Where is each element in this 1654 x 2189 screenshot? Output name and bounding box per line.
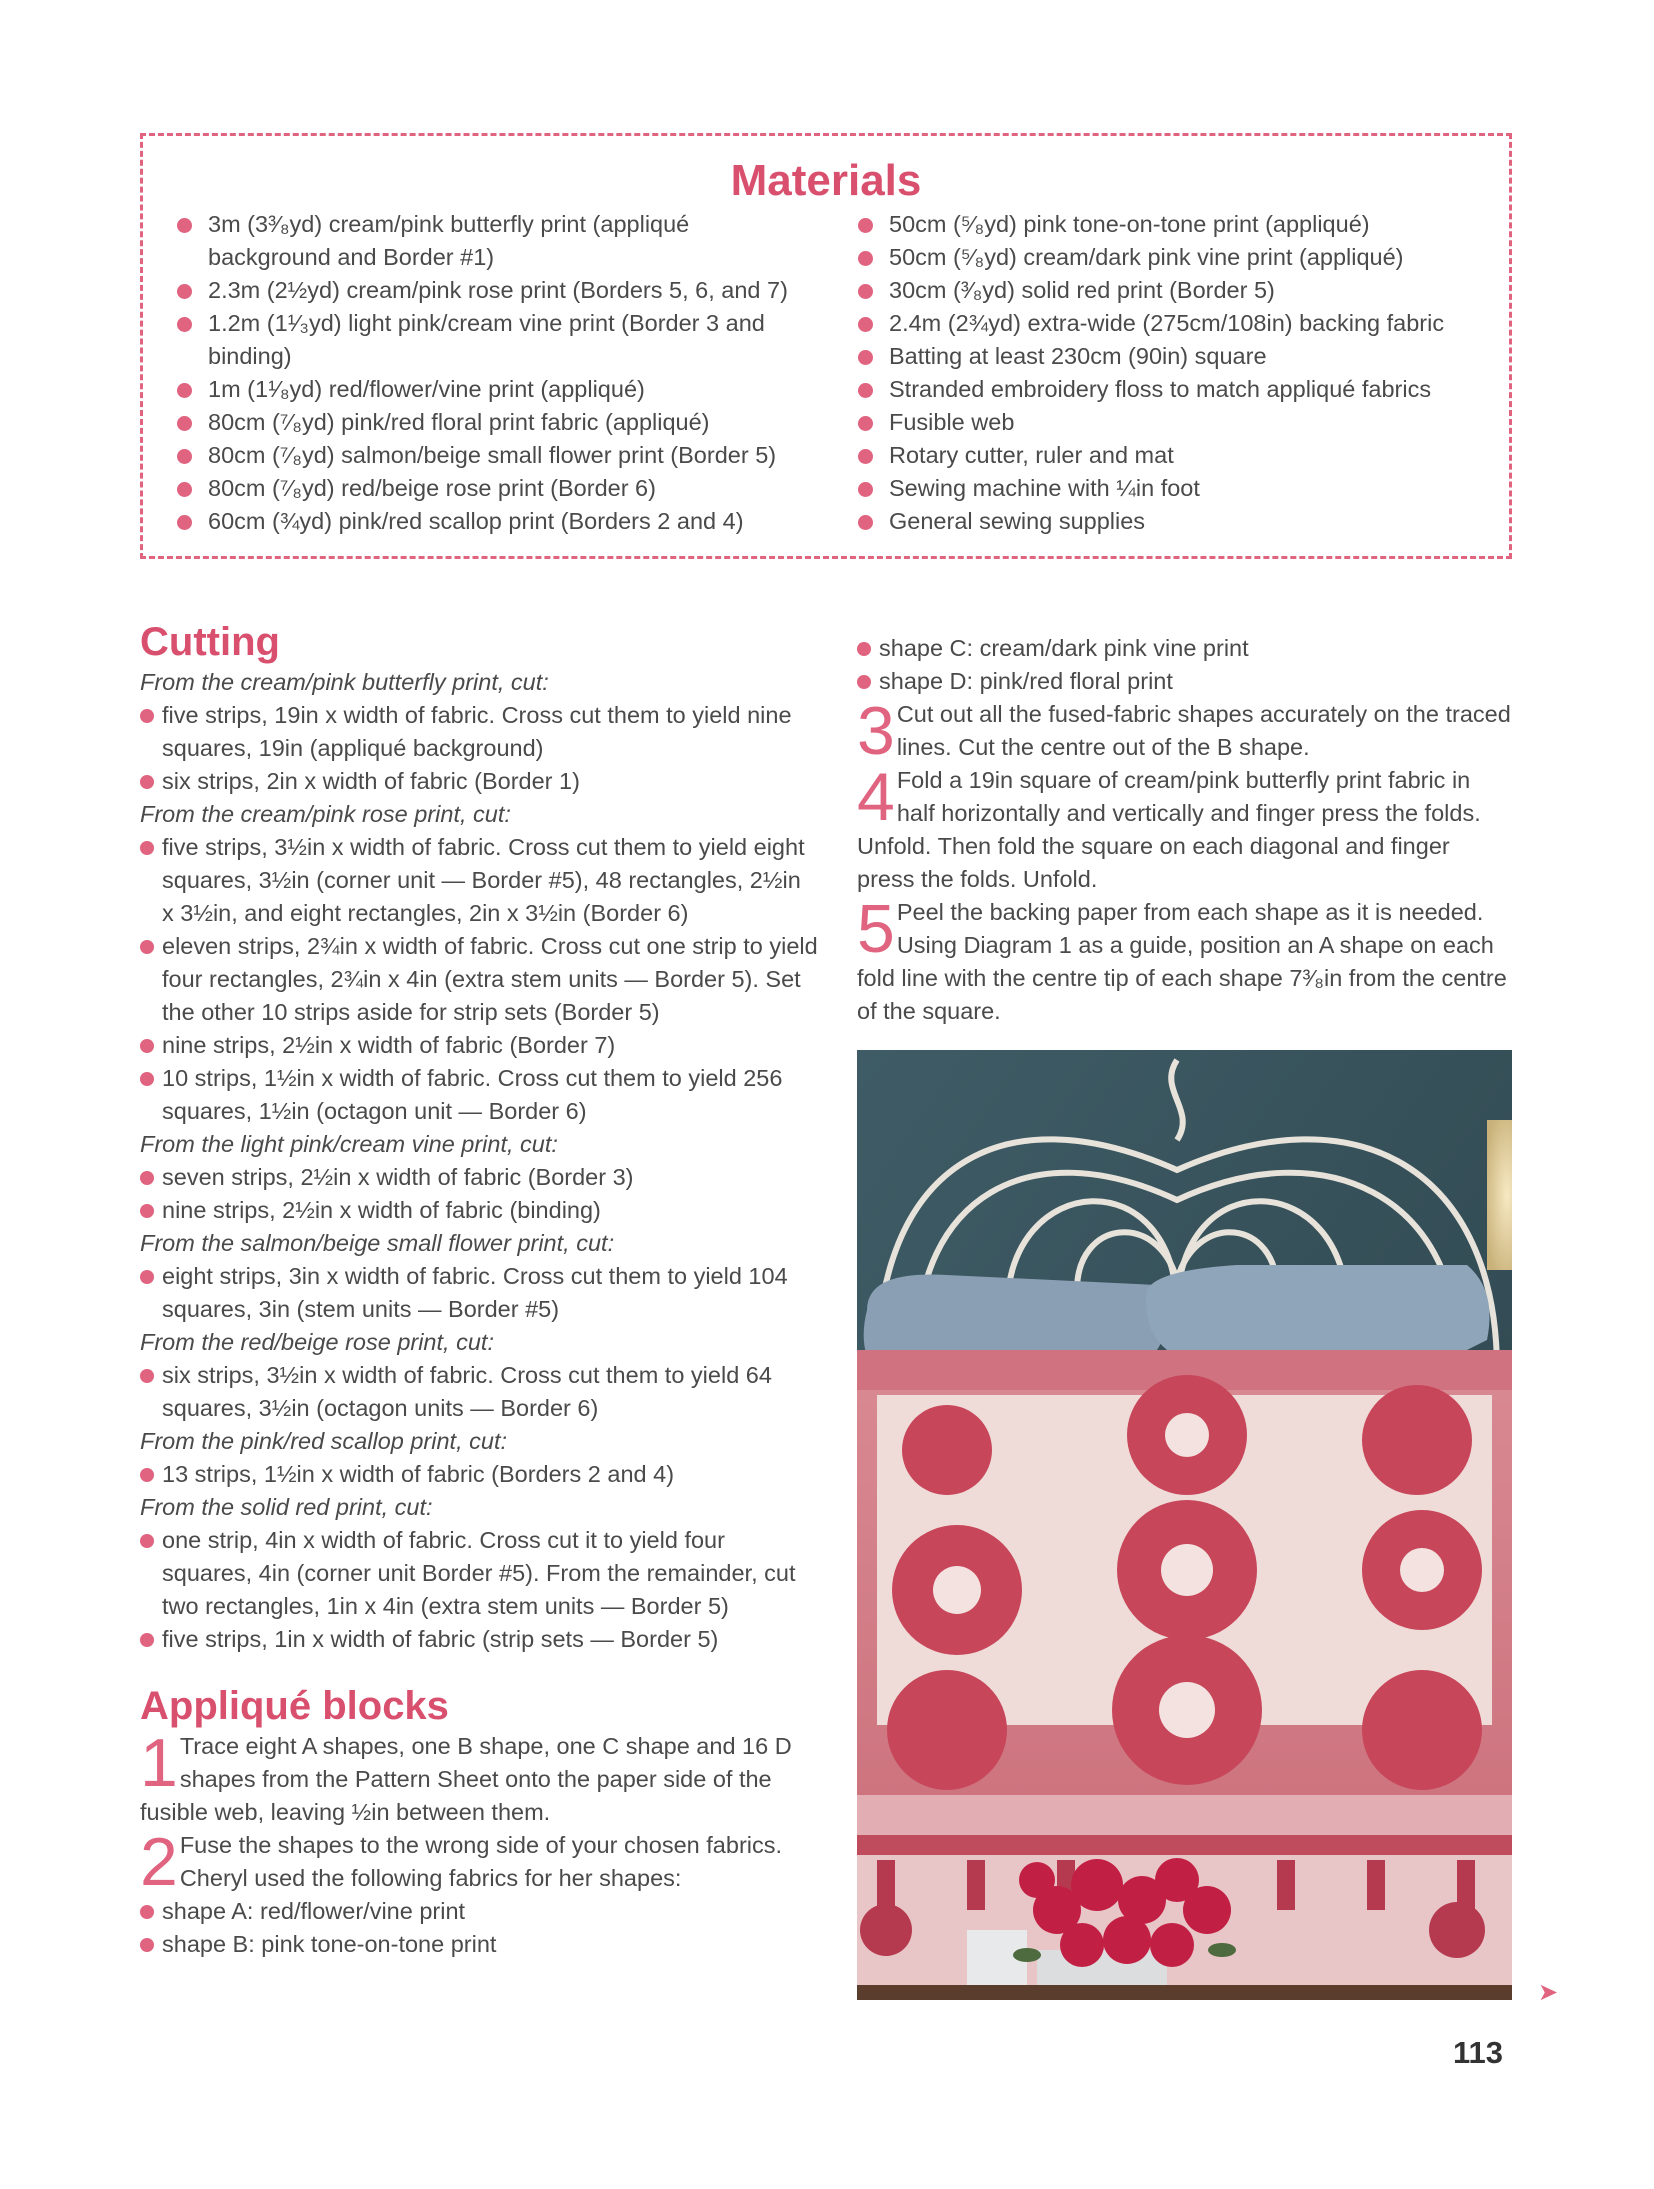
step-number: 5 [857, 891, 895, 967]
materials-item: General sewing supplies [858, 505, 1498, 538]
materials-item: 80cm (⁷⁄₈yd) salmon/beige small flower print (Border 5) [177, 439, 797, 472]
cutting-item: nine strips, 2½in x width of fabric (binding) [140, 1194, 818, 1227]
cutting-subhead: From the red/beige rose print, cut: [140, 1329, 494, 1355]
cutting-item: six strips, 3½in x width of fabric. Cross cut them to yield 64 squares, 3½in (octagon units — Border 6) [140, 1359, 818, 1425]
materials-item: 3m (3³⁄₈yd) cream/pink butterfly print (appliqué background and Border #1) [177, 208, 797, 274]
shape-item: shape A: red/flower/vine print [140, 1895, 818, 1928]
cutting-item: 13 strips, 1½in x width of fabric (Borders 2 and 4) [140, 1458, 818, 1491]
step-5 [857, 891, 1512, 1028]
step-text: Fuse the shapes to the wrong side of your chosen fabrics. Cheryl used the following fabrics for her shapes: [179, 1832, 783, 1891]
shape-item: shape C: cream/dark pink vine print [857, 632, 1512, 665]
shape-item: shape D: pink/red floral print [857, 665, 1512, 698]
materials-item: 50cm (⁵⁄₈yd) cream/dark pink vine print (appliqué) [858, 241, 1498, 274]
materials-item: 2.4m (2¾yd) extra-wide (275cm/108in) backing fabric [858, 307, 1498, 340]
cutting-heading: Cutting [140, 620, 280, 664]
cutting-item: seven strips, 2½in x width of fabric (Border 3) [140, 1161, 818, 1194]
cutting-item: one strip, 4in x width of fabric. Cross cut it to yield four squares, 4in (corner unit Border #5). From the remainder, cut two rectangles, 1in x 4in (extra stem units — Border 5) [140, 1524, 818, 1623]
page-number: 113 [1453, 2035, 1504, 2070]
materials-item: Stranded embroidery floss to match appliqué fabrics [858, 373, 1498, 406]
step-3 [857, 693, 1512, 769]
shape-item: shape B: pink tone-on-tone print [140, 1928, 818, 1961]
cutting-subhead: From the solid red print, cut: [140, 1494, 433, 1520]
step-2 [140, 1824, 818, 1900]
step-number: 2 [140, 1824, 178, 1900]
materials-title: Materials [730, 156, 922, 205]
step-text: Trace eight A shapes, one B shape, one C shape and 16 D shapes from the Pattern Sheet onto the paper side of the fusible web, leaving ½in between them. [140, 1733, 792, 1825]
materials-item: Batting at least 230cm (90in) square [858, 340, 1498, 373]
materials-item: 1m (1¹⁄₈yd) red/flower/vine print (appliqué) [177, 373, 797, 406]
right-column [857, 632, 1512, 1028]
cutting-item: six strips, 2in x width of fabric (Border 1) [140, 765, 818, 798]
step-text: Fold a 19in square of cream/pink butterfly print fabric in half horizontally and vertically and finger press the folds. Unfold. Then fold the square on each diagonal and finger press the folds. Unfold. [857, 767, 1481, 892]
cutting-subhead: From the salmon/beige small flower print, cut: [140, 1230, 615, 1256]
step-number: 1 [140, 1725, 178, 1801]
cutting-item: five strips, 3½in x width of fabric. Cross cut them to yield eight squares, 3½in (corner unit — Border #5), 48 rectangles, 2½in x 3½in, and eight rectangles, 2in x 3½in (Border 6) [140, 831, 818, 930]
cutting-item: nine strips, 2½in x width of fabric (Border 7) [140, 1029, 818, 1062]
cutting-item: 10 strips, 1½in x width of fabric. Cross cut them to yield 256 squares, 1½in (octagon unit — Border 6) [140, 1062, 818, 1128]
cutting-subhead: From the cream/pink rose print, cut: [140, 801, 511, 827]
materials-item: 30cm (³⁄₈yd) solid red print (Border 5) [858, 274, 1498, 307]
materials-item: 50cm (⁵⁄₈yd) pink tone-on-tone print (appliqué) [858, 208, 1498, 241]
materials-item: 1.2m (1¹⁄₃yd) light pink/cream vine print (Border 3 and binding) [177, 307, 797, 373]
cutting-item: eleven strips, 2¾in x width of fabric. Cross cut one strip to yield four rectangles, 2¾in x 4in (extra stem units — Border 5). Set the other 10 strips aside for strip sets (Border 5) [140, 930, 818, 1029]
materials-item: Rotary cutter, ruler and mat [858, 439, 1498, 472]
materials-list-right [858, 208, 1498, 538]
step-text: Peel the backing paper from each shape as it is needed. Using Diagram 1 as a guide, position an A shape on each fold line with the centre tip of each shape 7³⁄₈in from the centre of the square. [857, 899, 1507, 1024]
step-number: 4 [857, 759, 895, 835]
materials-box [140, 133, 1512, 559]
applique-heading: Appliqué blocks [140, 1684, 449, 1728]
materials-item: 80cm (⁷⁄₈yd) pink/red floral print fabric (appliqué) [177, 406, 797, 439]
next-page-arrow-icon: ➤ [1538, 1979, 1559, 2006]
cutting-item: eight strips, 3in x width of fabric. Cross cut them to yield 104 squares, 3in (stem units — Border #5) [140, 1260, 818, 1326]
materials-item: 60cm (¾yd) pink/red scallop print (Borders 2 and 4) [177, 505, 797, 538]
left-column [140, 618, 818, 1961]
materials-list-left [177, 208, 797, 538]
materials-item: Sewing machine with ¼in foot [858, 472, 1498, 505]
step-number: 3 [857, 693, 895, 769]
cutting-subhead: From the pink/red scallop print, cut: [140, 1428, 508, 1454]
step-1 [140, 1725, 818, 1829]
cutting-item: five strips, 19in x width of fabric. Cross cut them to yield nine squares, 19in (appliqué background) [140, 699, 818, 765]
materials-item: 80cm (⁷⁄₈yd) red/beige rose print (Border 6) [177, 472, 797, 505]
materials-item: 2.3m (2½yd) cream/pink rose print (Borders 5, 6, and 7) [177, 274, 797, 307]
cutting-item: five strips, 1in x width of fabric (strip sets — Border 5) [140, 1623, 818, 1656]
cutting-subhead: From the light pink/cream vine print, cut: [140, 1131, 558, 1157]
cutting-subhead: From the cream/pink butterfly print, cut: [140, 669, 549, 695]
step-4 [857, 759, 1512, 896]
materials-item: Fusible web [858, 406, 1498, 439]
quilt-bed-photo [857, 1050, 1512, 2000]
step-text: Cut out all the fused-fabric shapes accurately on the traced lines. Cut the centre out of the B shape. [896, 701, 1511, 760]
